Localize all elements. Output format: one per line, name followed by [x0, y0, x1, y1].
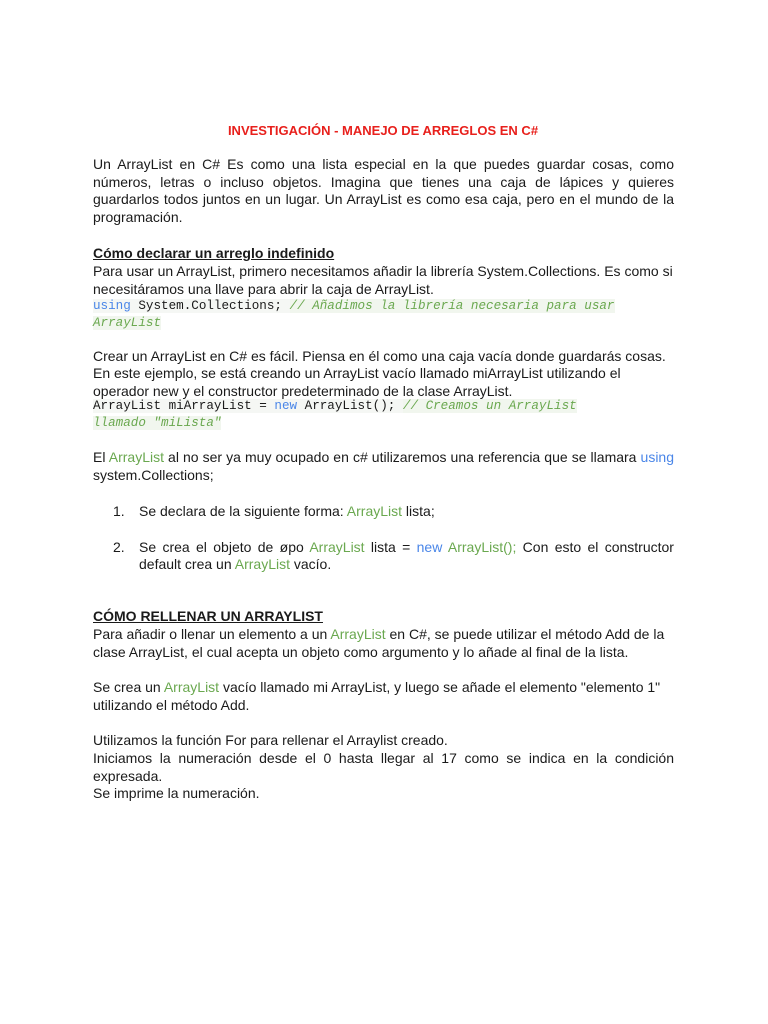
code-text: ArrayList miArrayList =: [93, 399, 275, 413]
text-run: El: [93, 449, 109, 465]
code-text: ArrayList();: [297, 399, 403, 413]
section1-paragraph-4: [93, 449, 674, 484]
section1-paragraph-2: Crear un ArrayList en C# es fácil. Piensa en él como una caja vacía donde guardarás cosas.: [93, 348, 666, 364]
numbered-list: [113, 503, 674, 574]
section2-paragraph-3: Utilizamos la función For para rellenar el Arraylist creado.: [93, 732, 448, 748]
section1-paragraph-1: Para usar un ArrayList, primero necesitamos añadir la librería System.Collections. Es como si necesitáramos una llave para abrir la caja de ArrayList.: [93, 263, 673, 297]
code-keyword-new: new: [274, 399, 298, 413]
section1-heading: Cómo declarar un arreglo indefinido: [93, 245, 335, 261]
highlight-arraylist-call: ArrayList();: [442, 538, 517, 555]
code-block-using: [93, 298, 674, 332]
list-number: 2.: [113, 538, 125, 555]
highlight-new: new: [416, 538, 443, 555]
code-keyword-using: using: [93, 299, 131, 313]
highlight-arraylist: ArrayList: [309, 538, 365, 555]
section2-paragraph-2: [93, 679, 674, 714]
text-run: Para añadir o llenar un elemento a un: [93, 626, 331, 642]
text-run: Se crea un: [93, 679, 164, 695]
section2-paragraph-5: Se imprime la numeración.: [93, 785, 260, 801]
highlight-arraylist: ArrayList: [108, 449, 164, 465]
text-run: Se crea el objeto de øpo: [139, 538, 310, 555]
highlight-arraylist: ArrayList: [163, 679, 220, 695]
text-run: lista =: [364, 538, 417, 555]
section2-paragraph-4: Iniciamos la numeración desde el 0 hasta llegar al 17 como se indica en la condición expresada.: [93, 750, 674, 784]
highlight-arraylist: ArrayList: [234, 556, 290, 572]
text-run: lista;: [402, 503, 435, 519]
section1-paragraph-3: En este ejemplo, se está creando un ArrayList vacío llamado miArrayList utilizando el operador new y el constructor predeterminado de la clase ArrayList.: [93, 365, 621, 399]
highlight-arraylist: ArrayList: [330, 626, 386, 642]
intro-paragraph: Un ArrayList en C# Es como una lista especial en la que puedes guardar cosas, como números, letras o incluso objetos. Imagina que tienes una caja de lápices y quieres guardarlos todos juntos en un lugar. Un ArrayList es como esa caja, pero en el mundo de la programación.: [93, 156, 674, 225]
code-text: System.Collections;: [130, 299, 290, 313]
section2-heading: CÓMO RELLENAR UN ARRAYLIST: [93, 608, 323, 624]
code-comment: // Creamos un ArrayList: [402, 399, 577, 413]
list-item: [113, 539, 674, 574]
text-run: al no ser ya muy ocupado en c# utilizaremos una referencia que se llamara: [163, 449, 641, 465]
code-comment: // Añadimos la librería necesaria para usar: [289, 299, 615, 313]
document-title: INVESTIGACIÓN - MANEJO DE ARREGLOS EN C#: [227, 123, 539, 138]
text-run: Se declara de la siguiente forma:: [139, 503, 347, 519]
text-run: vacío.: [289, 556, 332, 572]
code-comment: llamado "miLista": [93, 416, 222, 430]
section2-paragraph-1: [93, 626, 674, 661]
text-run: Con esto el constructor default crea un: [139, 538, 674, 572]
highlight-arraylist: ArrayList: [346, 503, 403, 519]
code-block-new-arraylist: [93, 398, 674, 432]
highlight-using: using: [640, 449, 674, 465]
list-number: 1.: [113, 503, 125, 519]
list-item: [113, 503, 674, 521]
text-run: vacío llamado mi ArrayList, y luego se añade el elemento "elemento 1" utilizando el método Add.: [93, 679, 661, 713]
text-run: en C#, se puede utilizar el método Add de la clase ArrayList, el cual acepta un objeto como argumento y lo añade al final de la lista.: [93, 626, 665, 660]
code-comment: ArrayList: [93, 316, 162, 330]
text-run: system.Collections;: [93, 466, 214, 483]
